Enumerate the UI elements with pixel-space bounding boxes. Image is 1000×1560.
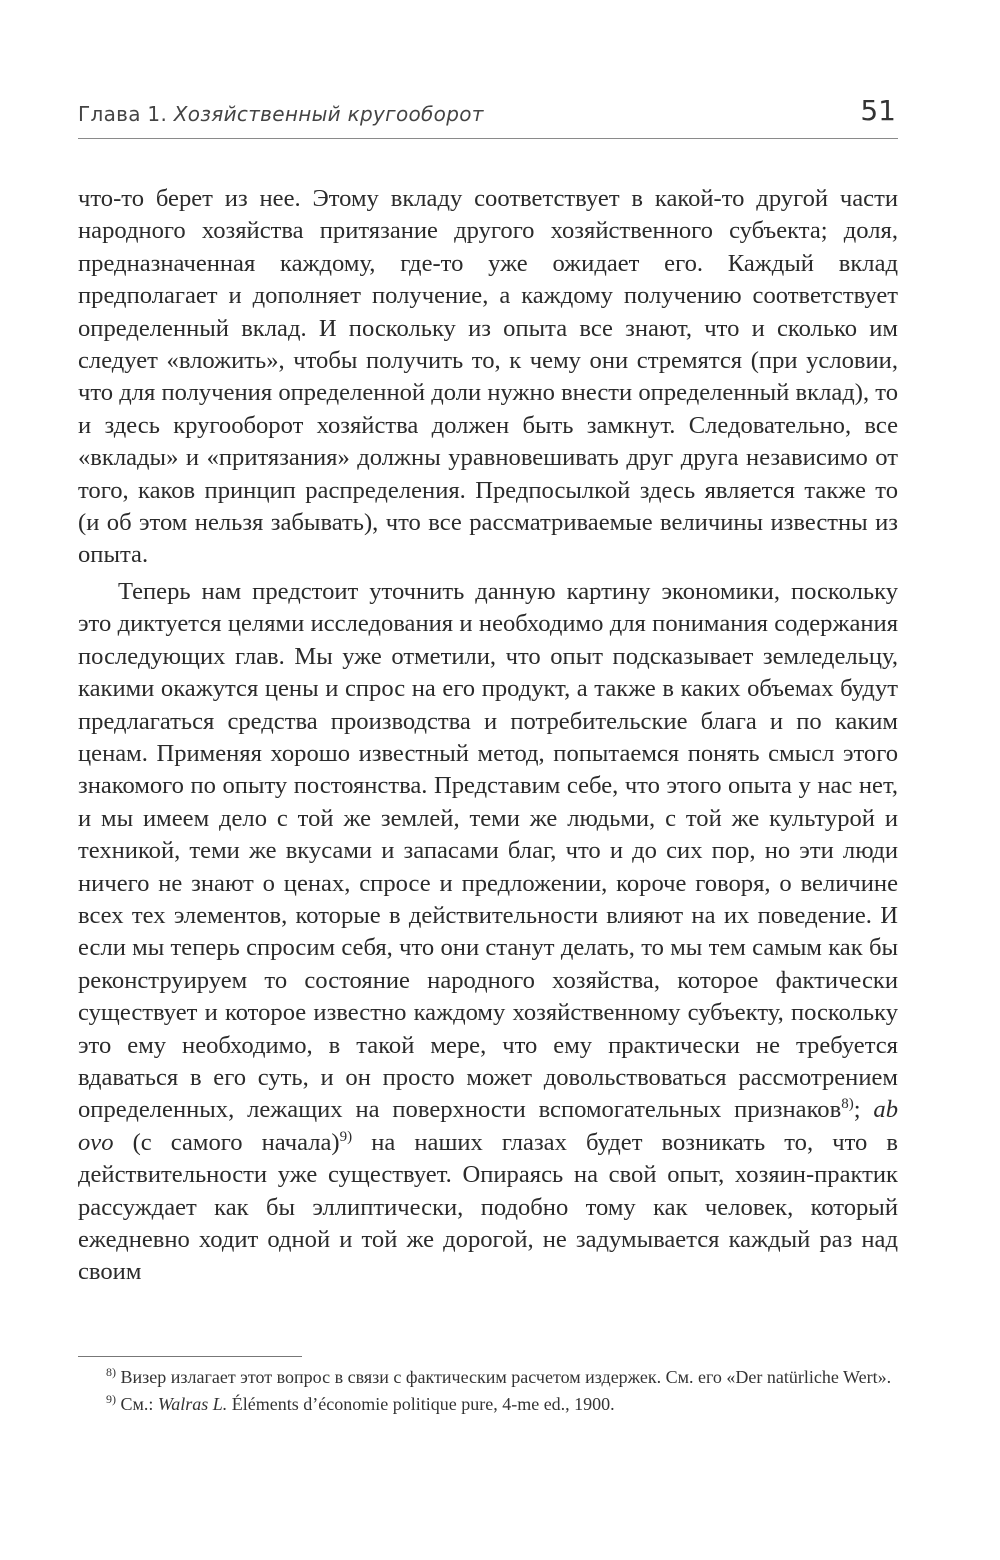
paragraph-1: что-то берет из нее. Этому вкладу соответствует в какой-то другой части народного хозяйства притязание другого хозяйственного субъекта; доля, предназначенная каждому, где-то уже ожидает его. Каждый вклад предполагает и дополняет получение, а каждому получению соответствует определенный вклад. И поскольку из опыта все знают, что и сколько им следует «вложить», чтобы получить то, к чему они стремятся (при условии, что для получения определенной доли нужно внести определенный вклад), то и здесь кругооборот хозяйства должен быть замкнут. Следовательно, все «вклады» и «притязания» должны уравновешивать друг друга независимо от того, каков принцип распределения. Предпосылкой здесь является также то (и об этом нельзя забывать), что все рассматриваемые величины известны из опыта.	[78, 185, 898, 569]
chapter-label: Глава 1.	[78, 102, 168, 126]
footnotes	[78, 1364, 898, 1418]
main-text	[78, 183, 898, 1289]
footnote-ref-8[interactable]: 8)	[841, 1096, 854, 1113]
footnote-9	[78, 1391, 898, 1418]
latin-phrase: ab ovo	[78, 1096, 898, 1156]
footnote-8-text: Визер излагает этот вопрос в связи с фактическим расчетом издержек. См. его «Der natürliche Wert».	[116, 1367, 892, 1387]
footnote-8	[78, 1364, 898, 1391]
footnote-ref-9[interactable]: 9)	[339, 1128, 353, 1145]
paragraph-2-part-a: Теперь нам предстоит уточнить данную картину экономики, поскольку это диктуется целями исследования и необходимо для понимания содержания последующих глав. Мы уже отметили, что опыт подсказывает земледельцу, какими окажутся цены и спрос на его продукт, а также в каких объемах будут предлагаться средства производства и потребительские блага и по каким ценам. Применяя хорошо известный метод, попытаемся понять смысл этого знакомого по опыту постоянства. Представим себе, что этого опыта у нас нет, и мы имеем дело с той же землей, теми же людьми, с той же культурой и техникой, теми же вкусами и запасами благ, что и до сих пор, но эти люди ничего не знают о ценах, спросе и предложении, короче говоря, о величине всех тех элементов, которые в действительности влияют на их поведение. И если мы теперь спросим себя, что они станут делать, то мы тем самым как бы реконструируем то состояние народного хозяйства, которое фактически существует и которое известно каждому хозяйственному субъекту, поскольку это ему необходимо, в такой мере, что ему практически не требуется вдаваться в его суть, и он просто может довольствоваться рассмотрением определенных, лежащих на поверхности вспомогательных признаков	[78, 577, 898, 1124]
footnote-9-text: Éléments d’économie politique pure, 4-me ed., 1900.	[227, 1394, 615, 1414]
footnote-9-author: Walras L.	[157, 1394, 228, 1414]
paragraph-2-part-c: (с самого начала)	[113, 1128, 340, 1156]
running-head	[78, 94, 898, 139]
footnote-9-see: См.:	[116, 1394, 158, 1414]
paragraph-2	[78, 576, 898, 1289]
paragraph-2-part-d: на наших глазах будет возникать то, что в действительности уже существует. Опираясь на свой опыт, хозяин-практик рассуждает как бы эллиптически, подобно тому как человек, который ежедневно ходит одной и той же дорогой, не задумывается каждый раз над своим	[78, 1128, 898, 1286]
footnote-divider	[78, 1356, 302, 1357]
footnote-8-mark: 8)	[106, 1365, 116, 1379]
paragraph-2-part-b: ;	[853, 1096, 874, 1124]
footnote-9-mark: 9)	[106, 1392, 116, 1406]
chapter-title: Хозяйственный кругооборот	[173, 102, 484, 126]
page-number: 51	[860, 94, 896, 127]
running-head-chapter	[78, 102, 484, 126]
